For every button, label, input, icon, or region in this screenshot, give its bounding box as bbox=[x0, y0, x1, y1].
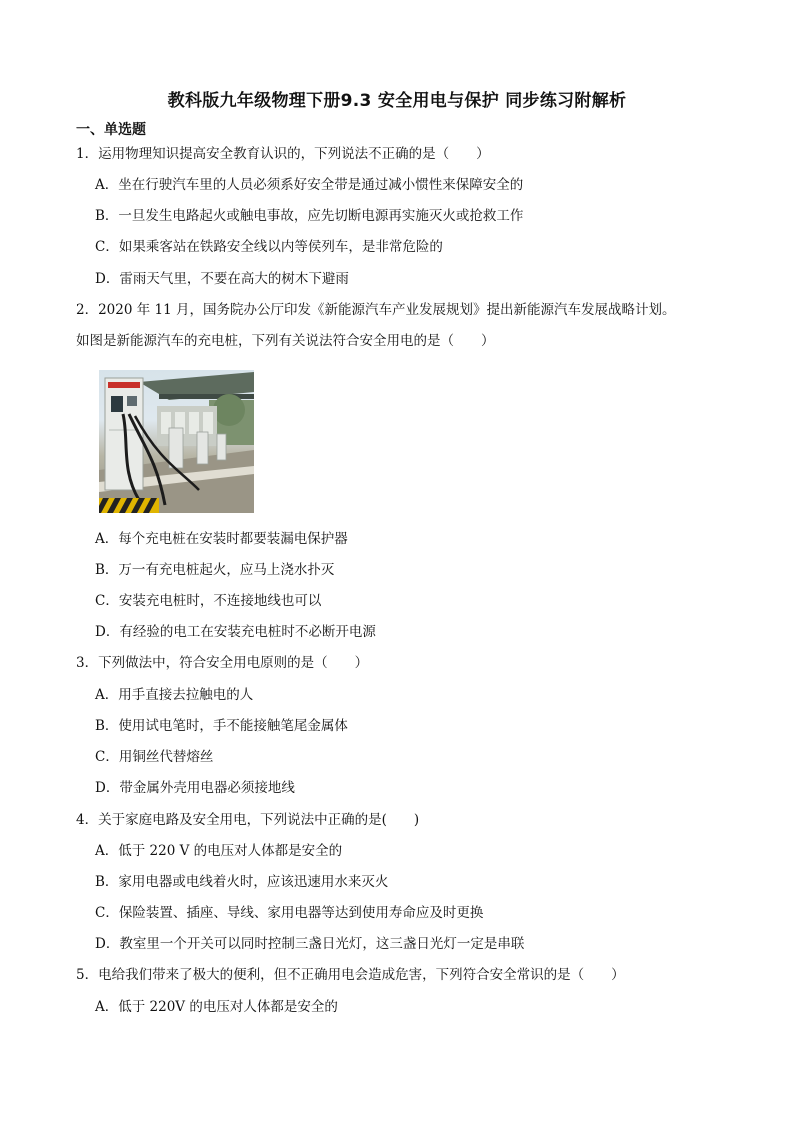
question-5-option-a: A．低于 220V 的电压对人体都是安全的 bbox=[95, 999, 338, 1015]
question-4-stem: 4．关于家庭电路及安全用电，下列说法中正确的是( ) bbox=[76, 812, 420, 828]
question-2-option-c: C．安装充电桩时，不连接地线也可以 bbox=[95, 593, 322, 609]
question-2-stem-line2: 如图是新能源汽车的充电桩，下列有关说法符合安全用电的是（ ） bbox=[76, 333, 495, 349]
question-3-option-b: B．使用试电笔时，手不能接触笔尾金属体 bbox=[95, 718, 348, 734]
document-title: 教科版九年级物理下册9.3 安全用电与保护 同步练习附解析 bbox=[167, 91, 627, 111]
question-2-option-b: B．万一有充电桩起火，应马上浇水扑灭 bbox=[95, 562, 335, 578]
question-1-option-d: D．雷雨天气里，不要在高大的树木下避雨 bbox=[95, 271, 349, 287]
question-1-option-b: B．一旦发生电路起火或触电事故，应先切断电源再实施灭火或抢救工作 bbox=[95, 208, 524, 224]
question-4-option-c: C．保险装置、插座、导线、家用电器等达到使用寿命应及时更换 bbox=[95, 905, 484, 921]
question-5-stem: 5．电给我们带来了极大的便利，但不正确用电会造成危害，下列符合安全常识的是（ ） bbox=[76, 967, 625, 983]
charging-pile-photo bbox=[99, 370, 254, 513]
question-4-option-d: D．教室里一个开关可以同时控制三盏日光灯，这三盏日光灯一定是串联 bbox=[95, 936, 525, 952]
question-3-option-c: C．用铜丝代替熔丝 bbox=[95, 749, 214, 765]
question-1-stem: 1．运用物理知识提高安全教育认识的，下列说法不正确的是（ ） bbox=[76, 146, 490, 162]
section-heading: 一、单选题 bbox=[76, 122, 146, 138]
question-4-option-a: A．低于 220 V 的电压对人体都是安全的 bbox=[95, 843, 343, 859]
question-2-stem: 2．2020 年 11 月，国务院办公厅印发《新能源汽车产业发展规划》提出新能源汽车发展战略计划。 bbox=[76, 302, 676, 318]
question-1-option-a: A．坐在行驶汽车里的人员必须系好安全带是通过减小惯性来保障安全的 bbox=[95, 177, 524, 193]
charging-pile-illustration bbox=[99, 370, 254, 513]
question-2-option-a: A．每个充电桩在安装时都要装漏电保护器 bbox=[95, 531, 348, 547]
question-3-option-d: D．带金属外壳用电器必须接地线 bbox=[95, 780, 295, 796]
question-1-option-c: C．如果乘客站在铁路安全线以内等侯列车，是非常危险的 bbox=[95, 239, 443, 255]
question-4-option-b: B．家用电器或电线着火时，应该迅速用水来灭火 bbox=[95, 874, 389, 890]
question-3-option-a: A．用手直接去拉触电的人 bbox=[95, 687, 254, 703]
question-3-stem: 3．下列做法中，符合安全用电原则的是（ ） bbox=[76, 655, 369, 671]
question-2-option-d: D．有经验的电工在安装充电桩时不必断开电源 bbox=[95, 624, 376, 640]
